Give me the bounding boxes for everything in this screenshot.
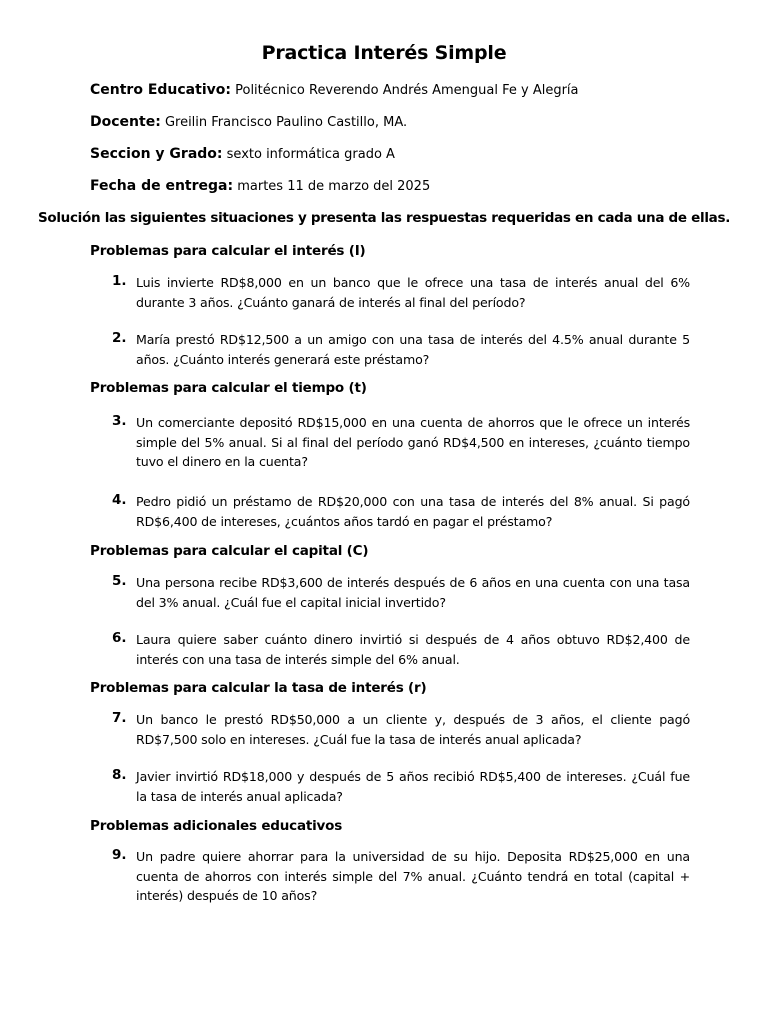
section-heading-interest: Problemas para calcular el interés (I) — [90, 243, 366, 259]
problem-text: Pedro pidió un préstamo de RD$20,000 con una tasa de interés del 8% anual. Si pagó RD$6,400 de intereses, ¿cuántos años tardó en pagar el préstamo? — [136, 494, 690, 529]
problem-number: 3. — [112, 413, 127, 429]
meta-school — [90, 82, 579, 98]
problem-number: 5. — [112, 573, 127, 589]
section-heading-capital: Problemas para calcular el capital (C) — [90, 543, 369, 559]
section-heading-time: Problemas para calcular el tiempo (t) — [90, 380, 367, 396]
instructions: Solución las siguientes situaciones y presenta las respuestas requeridas en cada una de ellas. — [37, 210, 731, 226]
problem-text: Un comerciante depositó RD$15,000 en una cuenta de ahorros que le ofrece un interés simple del 5% anual. Si al final del período ganó RD$4,500 en intereses, ¿cuánto tiempo tuvo el dinero en la cuenta? — [136, 415, 690, 470]
meta-teacher-label: Docente: — [90, 114, 161, 130]
meta-teacher — [90, 114, 407, 130]
problem-number: 7. — [112, 710, 127, 726]
meta-due-date — [90, 178, 430, 194]
problem-number: 8. — [112, 767, 127, 783]
problem-text: Javier invirtió RD$18,000 y después de 5 años recibió RD$5,400 de intereses. ¿Cuál fue la tasa de interés anual aplicada? — [136, 769, 690, 804]
problem-text: Laura quiere saber cuánto dinero invirtió si después de 4 años obtuvo RD$2,400 de interés con una tasa de interés simple del 6% anual. — [136, 632, 690, 667]
problem-text: Una persona recibe RD$3,600 de interés después de 6 años en una cuenta con una tasa del 3% anual. ¿Cuál fue el capital inicial invertido? — [136, 575, 690, 610]
section-heading-additional: Problemas adicionales educativos — [90, 818, 343, 834]
meta-school-value: Politécnico Reverendo Andrés Amengual Fe y Alegría — [235, 83, 579, 98]
problem-number: 1. — [112, 273, 127, 289]
problem-number: 9. — [112, 847, 127, 863]
document-title: Practica Interés Simple — [261, 42, 507, 64]
meta-school-label: Centro Educativo: — [90, 82, 231, 98]
section-heading-rate: Problemas para calcular la tasa de interés (r) — [90, 680, 427, 696]
problem-text: Un padre quiere ahorrar para la universidad de su hijo. Deposita RD$25,000 en una cuenta de ahorros con interés simple del 7% anual. ¿Cuánto tendrá en total (capital + interés) después de 10 años? — [136, 849, 690, 904]
meta-teacher-value: Greilin Francisco Paulino Castillo, MA. — [164, 115, 408, 130]
problem-number: 4. — [112, 492, 127, 508]
meta-section-grade — [90, 146, 395, 162]
problem-text: Luis invierte RD$8,000 en un banco que le ofrece una tasa de interés anual del 6% durante 3 años. ¿Cuánto ganará de interés al final del período? — [136, 275, 690, 310]
problem-text: Un banco le prestó RD$50,000 a un cliente y, después de 3 años, el cliente pagó RD$7,500 solo en intereses. ¿Cuál fue la tasa de interés anual aplicada? — [136, 712, 690, 747]
meta-section-grade-label: Seccion y Grado: — [90, 146, 223, 162]
problem-number: 6. — [112, 630, 127, 646]
meta-section-grade-value: sexto informática grado A — [226, 147, 395, 162]
problem-number: 2. — [112, 330, 127, 346]
meta-due-date-label: Fecha de entrega: — [90, 178, 234, 194]
problem-text: María prestó RD$12,500 a un amigo con una tasa de interés del 4.5% anual durante 5 años. ¿Cuánto interés generará este préstamo? — [136, 332, 690, 367]
meta-due-date-value: martes 11 de marzo del 2025 — [237, 179, 431, 194]
